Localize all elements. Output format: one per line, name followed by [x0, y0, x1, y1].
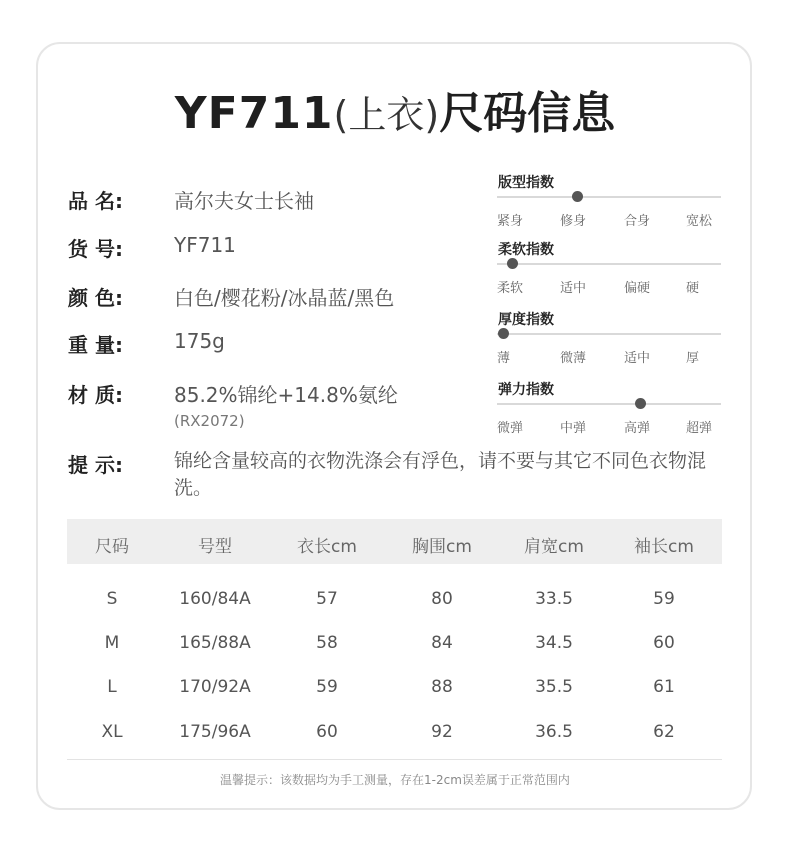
- index-option: 合身: [624, 214, 651, 229]
- table-divider: [67, 759, 722, 760]
- material-label: 材 质:: [68, 383, 123, 407]
- material-value: 85.2%锦纶+14.8%氨纶: [174, 383, 398, 407]
- table-cell: 165/88A: [179, 633, 251, 653]
- index-scale: [497, 379, 721, 441]
- table-cell: 34.5: [535, 633, 573, 653]
- tip-label: 提 示:: [68, 453, 123, 477]
- index-option: 硬: [686, 281, 700, 296]
- table-header-cell: 袖长cm: [634, 537, 694, 557]
- table-cell: 170/92A: [179, 677, 251, 697]
- tip-value: 锦纶含量较高的衣物洗涤会有浮色，请不要与其它不同色衣物混洗。: [174, 450, 707, 499]
- index-option: 微薄: [560, 351, 587, 366]
- table-cell: 80: [431, 589, 453, 609]
- index-marker: [498, 328, 509, 339]
- index-option: 高弹: [624, 421, 651, 436]
- table-header: [67, 519, 722, 564]
- table-cell: 61: [653, 677, 675, 697]
- title-paren: (上衣): [333, 93, 440, 137]
- table-cell: 59: [653, 589, 675, 609]
- index-title: 厚度指数: [498, 312, 554, 328]
- page-title: [0, 88, 790, 141]
- weight-label: 重 量:: [68, 333, 123, 357]
- index-option: 薄: [497, 351, 511, 366]
- table-cell: 33.5: [535, 589, 573, 609]
- table-cell: S: [106, 589, 118, 609]
- color-value: 白色/樱花粉/冰晶蓝/黑色: [174, 286, 395, 310]
- table-cell: XL: [101, 722, 123, 742]
- table-cell: 59: [316, 677, 338, 697]
- table-cell: 62: [653, 722, 675, 742]
- table-header-cell: 肩宽cm: [524, 537, 584, 557]
- measurement-note: 温馨提示：该数据均为手工测量，存在1-2cm误差属于正常范围内: [220, 773, 570, 787]
- index-option: 适中: [560, 281, 587, 296]
- index-marker: [635, 398, 646, 409]
- index-track: [497, 196, 721, 198]
- title-main: 尺码信息: [439, 88, 616, 139]
- index-option: 修身: [560, 214, 587, 229]
- table-cell: 92: [431, 722, 453, 742]
- index-marker: [507, 258, 518, 269]
- table-cell: 88: [431, 677, 453, 697]
- index-scale: [497, 309, 721, 371]
- index-option: 柔软: [497, 281, 524, 296]
- material-sub: (RX2072): [174, 412, 245, 430]
- index-title: 版型指数: [498, 175, 554, 191]
- table-row: [67, 677, 722, 701]
- index-marker: [572, 191, 583, 202]
- table-row: [67, 722, 722, 746]
- index-option: 适中: [624, 351, 651, 366]
- table-cell: 84: [431, 633, 453, 653]
- name-label: 品 名:: [68, 189, 123, 213]
- index-scale: [497, 172, 721, 234]
- table-cell: 60: [653, 633, 675, 653]
- index-track: [497, 263, 721, 265]
- weight-value: 175g: [174, 329, 225, 353]
- table-header-cell: 衣长cm: [297, 537, 357, 557]
- index-option: 偏硬: [624, 281, 651, 296]
- index-title: 柔软指数: [498, 242, 554, 258]
- table-cell: L: [107, 677, 117, 697]
- title-code: YF711: [174, 88, 334, 139]
- index-scale: [497, 239, 721, 301]
- color-label: 颜 色:: [68, 286, 123, 310]
- table-cell: 36.5: [535, 722, 573, 742]
- table-row: [67, 633, 722, 657]
- table-header-cell: 胸围cm: [412, 537, 472, 557]
- index-title: 弹力指数: [498, 382, 554, 398]
- index-track: [497, 333, 721, 335]
- sku-label: 货 号:: [68, 237, 123, 261]
- table-cell: 60: [316, 722, 338, 742]
- index-option: 中弹: [560, 421, 587, 436]
- index-option: 宽松: [686, 214, 713, 229]
- index-track: [497, 403, 721, 405]
- index-option: 紧身: [497, 214, 524, 229]
- index-option: 微弹: [497, 421, 524, 436]
- index-option: 超弹: [686, 421, 713, 436]
- table-cell: 160/84A: [179, 589, 251, 609]
- table-cell: 35.5: [535, 677, 573, 697]
- table-header-cell: 号型: [198, 537, 232, 557]
- index-option: 厚: [686, 351, 700, 366]
- table-header-cell: 尺码: [95, 537, 129, 557]
- name-value: 高尔夫女士长袖: [174, 189, 314, 213]
- table-cell: 57: [316, 589, 338, 609]
- table-cell: 175/96A: [179, 722, 251, 742]
- table-cell: M: [104, 633, 120, 653]
- table-row: [67, 589, 722, 613]
- sku-value: YF711: [174, 233, 236, 257]
- table-cell: 58: [316, 633, 338, 653]
